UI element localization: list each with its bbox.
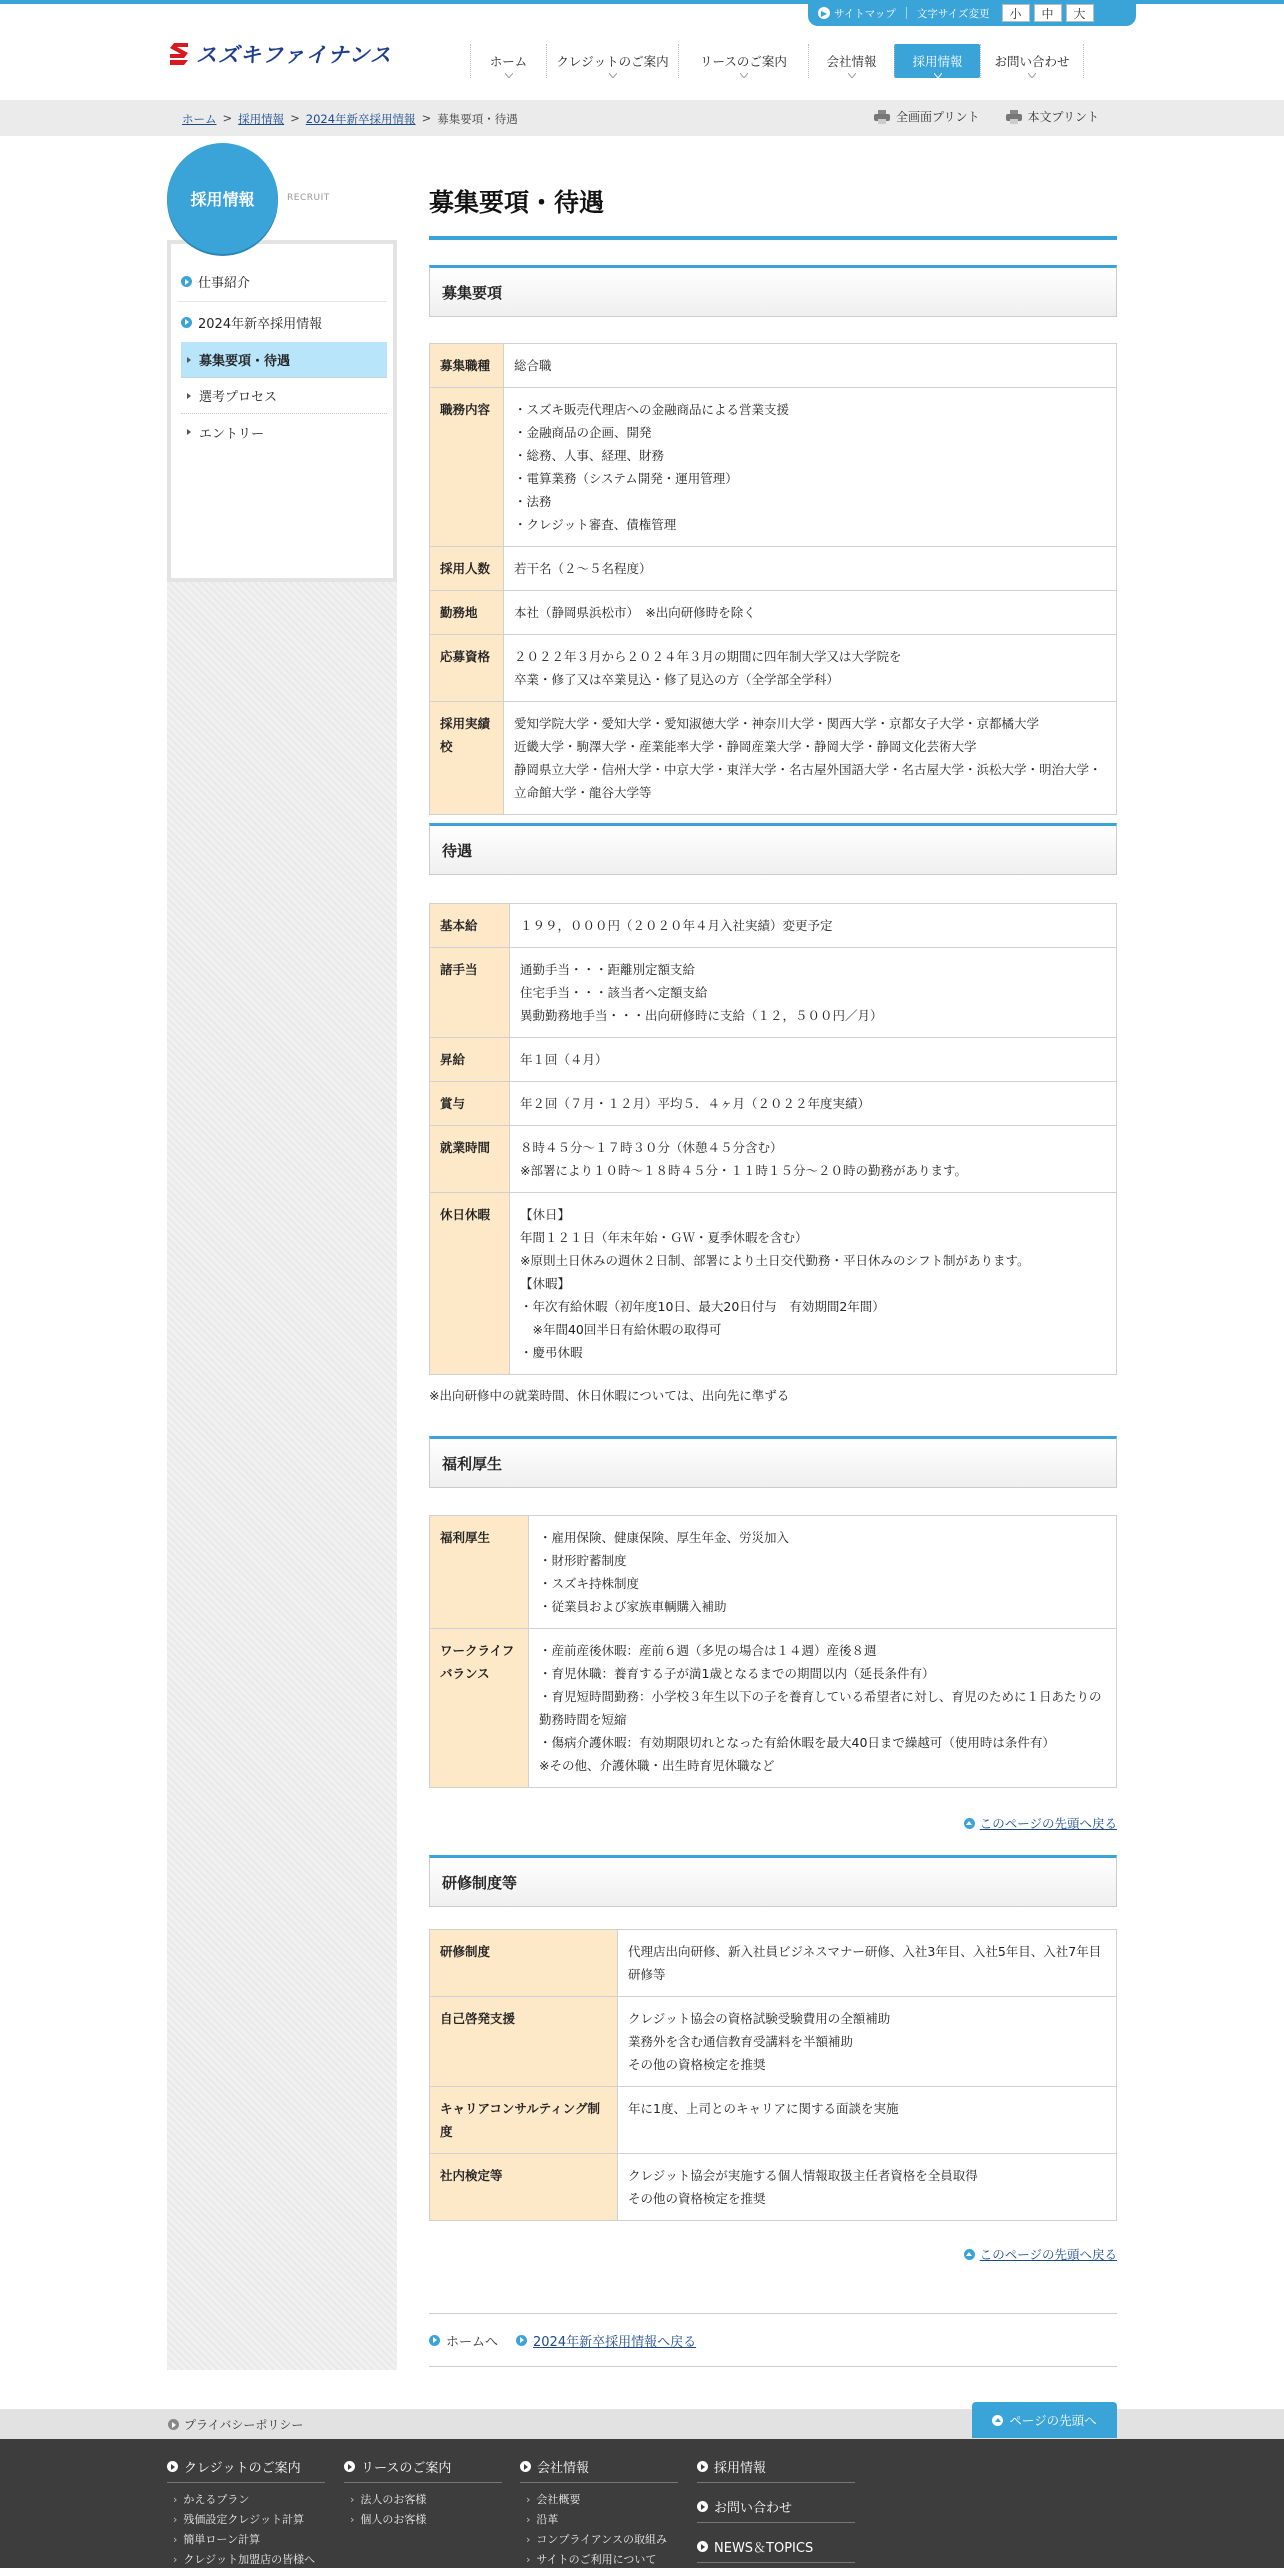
breadcrumb-separator: > — [290, 111, 300, 125]
bottom-nav — [429, 2313, 1117, 2367]
value-line: ・金融商品の企画、開発 — [514, 425, 652, 440]
row-header: 福利厚生 — [430, 1516, 529, 1629]
value-line: クレジット協会の資格試験受験費用の全額補助 — [628, 2011, 891, 2026]
value-line: ８時４５分～１７時３０分（休憩４５分含む） — [520, 1140, 783, 1155]
footer-col-company — [520, 2457, 678, 2568]
breadcrumb-recruit[interactable]: 採用情報 — [238, 112, 285, 126]
divider — [906, 7, 907, 19]
nav-contact[interactable]: お問い合わせ — [980, 44, 1084, 78]
footer-news-link[interactable]: NEWS＆TOPICS — [697, 2537, 855, 2563]
breadcrumb-separator: > — [222, 111, 233, 125]
table-kenshu — [429, 1929, 1117, 2221]
triangle-right-icon — [187, 357, 191, 363]
table-row — [430, 904, 1117, 948]
value-line: ・クレジット審査、債権管理 — [514, 517, 677, 532]
row-header: 職務内容 — [430, 388, 504, 547]
footer-link[interactable]: › かえるプラン — [167, 2489, 325, 2509]
table-row — [430, 547, 1117, 591]
sidebar-title: 採用情報 — [167, 143, 278, 254]
row-value — [510, 948, 1117, 1038]
arrow-up-icon — [964, 2249, 975, 2260]
arrow-right-icon — [168, 2419, 179, 2430]
value-line: 通勤手当・・・距離別定額支給 — [520, 962, 696, 977]
footer-link[interactable]: › サイトのご利用について — [520, 2549, 678, 2568]
value-line: ・スズキ販売代理店への金融商品による営業支援 — [514, 402, 790, 417]
footer-link[interactable]: › 簡単ローン計算 — [167, 2529, 325, 2549]
footer — [0, 2439, 1284, 2568]
print-body-button[interactable]: 本文プリント — [1006, 108, 1100, 125]
arrow-right-icon — [181, 276, 192, 287]
value-line: ・慶弔休暇 — [520, 1345, 583, 1360]
table-row — [430, 2087, 1117, 2154]
page-top-button[interactable]: ページの先頭へ — [972, 2402, 1117, 2438]
section-title-fukuri: 福利厚生 — [429, 1436, 1117, 1488]
arrow-right-icon — [516, 2335, 527, 2346]
table-row — [430, 1629, 1117, 1788]
value-line: ・傷病介護休暇：有効期限切れとなった有給休暇を最大40日まで繰越可（使用時は条件有） — [539, 1735, 1055, 1750]
value-line: 愛知学院大学・愛知大学・愛知淑徳大学・神奈川大学・関西大学・京都女子大学・京都橘大学 — [514, 716, 1040, 731]
chevron-down-icon — [848, 73, 856, 78]
breadcrumb-separator: > — [421, 111, 432, 125]
value-line: 若干名（２～５名程度） — [514, 561, 652, 576]
row-value — [618, 2087, 1117, 2154]
arrow-right-icon — [697, 2461, 708, 2472]
row-value — [618, 2154, 1117, 2221]
value-line: ・法務 — [514, 494, 552, 509]
sidebar-background — [167, 457, 397, 2370]
sidebar-item-entry[interactable]: エントリー — [181, 414, 387, 450]
section-title-boshu: 募集要項 — [429, 265, 1117, 317]
arrow-up-icon — [964, 1818, 975, 1829]
value-line: ・雇用保険、健康保険、厚生年金、労災加入 — [539, 1530, 790, 1545]
value-line: 年１回（４月） — [520, 1052, 608, 1067]
nav-lease[interactable]: リースのご案内 — [678, 44, 808, 78]
table-taigu — [429, 903, 1117, 1375]
sidebar-title-en: RECRUIT — [287, 193, 330, 203]
value-line: 代理店出向研修、新入社員ビジネスマナー研修、入社3年目、入社5年目、入社7年目研修等 — [628, 1944, 1102, 1982]
row-header: 採用人数 — [430, 547, 504, 591]
footer-col-others — [697, 2457, 855, 2568]
footer-link[interactable]: › 沿革 — [520, 2509, 678, 2529]
value-line: 静岡県立大学・信州大学・中京大学・東洋大学・名古屋外国語大学・名古屋大学・浜松大学・明治大学・立命館大学・龍谷大学等 — [514, 762, 1102, 800]
footer-credit-title[interactable]: クレジットのご案内 — [167, 2457, 325, 2483]
row-header: 休日休暇 — [430, 1193, 510, 1375]
value-line: ・従業員および家族車輌購入補助 — [539, 1599, 727, 1614]
sidebar-item-job-intro[interactable]: 仕事紹介 — [177, 262, 387, 302]
row-value — [510, 1126, 1117, 1193]
row-header: キャリアコンサルティング制度 — [430, 2087, 618, 2154]
note-text: ※出向研修中の就業時間、休日休暇については、出向先に準ずる — [429, 1388, 790, 1403]
chevron-down-icon — [1028, 73, 1036, 78]
sidebar — [167, 143, 397, 2370]
font-size-large-button[interactable]: 大 — [1066, 4, 1094, 22]
arrow-right-icon — [520, 2461, 531, 2472]
value-line: 【休日】 — [520, 1207, 571, 1222]
footer-link[interactable]: › 会社概要 — [520, 2489, 678, 2509]
sidebar-item-requirements[interactable]: 募集要項・待遇 — [181, 342, 387, 378]
value-line: クレジット協会が実施する個人情報取扱主任者資格を全員取得 — [628, 2168, 978, 2183]
row-header: 賞与 — [430, 1082, 510, 1126]
font-size-small-button[interactable]: 小 — [1002, 4, 1030, 22]
value-line: ・育児短時間勤務：小学校３年生以下の子を養育している希望者に対し、育児のために１日あたりの勤務時間を短縮 — [539, 1689, 1102, 1727]
triangle-right-icon — [187, 393, 191, 399]
row-header: 諸手当 — [430, 948, 510, 1038]
value-line: 近畿大学・駒澤大学・産業能率大学・静岡産業大学・静岡大学・静岡文化芸術大学 — [514, 739, 977, 754]
utility-bar — [808, 0, 1136, 26]
row-value — [618, 1997, 1117, 2087]
font-size-label: 文字サイズ変更 — [916, 7, 990, 20]
chevron-down-icon — [740, 73, 748, 78]
row-header: 昇給 — [430, 1038, 510, 1082]
value-line: ・スズキ持株制度 — [539, 1576, 640, 1591]
arrow-right-icon — [429, 2335, 440, 2346]
value-line: ※年間40回半日有給休暇の取得可 — [520, 1322, 722, 1337]
row-value — [510, 1038, 1117, 1082]
value-line: その他の資格検定を推奨 — [628, 2057, 766, 2072]
arrow-up-icon — [992, 2415, 1003, 2426]
page-top-link[interactable]: このページの先頭へ戻る — [964, 2245, 1117, 2263]
table-row — [430, 388, 1117, 547]
value-line: 【休暇】 — [520, 1276, 571, 1291]
row-value — [510, 1193, 1117, 1375]
printer-icon — [874, 110, 890, 124]
footer-link[interactable]: › コンプライアンスの取組み — [520, 2529, 678, 2549]
arrow-right-icon — [697, 2501, 708, 2512]
footer-contact-link[interactable]: お問い合わせ — [697, 2497, 855, 2523]
print-buttons — [874, 108, 1099, 125]
table-row — [430, 2154, 1117, 2221]
footer-recruit-link[interactable]: 採用情報 — [697, 2457, 855, 2483]
row-header: 勤務地 — [430, 591, 504, 635]
table-row — [430, 1997, 1117, 2087]
row-value — [529, 1516, 1117, 1629]
table-row — [430, 344, 1117, 388]
value-line: 年間１２１日（年末年始・ＧＷ・夏季休暇を含む） — [520, 1230, 808, 1245]
sidebar-item-selection[interactable]: 選考プロセス — [181, 378, 387, 414]
value-line: 異動勤務地手当・・・出向研修時に支給（１２，５００円／月） — [520, 1008, 883, 1023]
table-row — [430, 1126, 1117, 1193]
table-row — [430, 1930, 1117, 1997]
value-line: 業務外を含む通信教育受講料を半額補助 — [628, 2034, 854, 2049]
row-value — [510, 1082, 1117, 1126]
title-rule — [429, 236, 1117, 240]
print-full-button[interactable]: 全画面プリント — [874, 108, 980, 125]
bottom-nav-home[interactable]: ホームへ — [429, 2331, 498, 2350]
value-line: 総合職 — [514, 358, 552, 373]
table-row — [430, 702, 1117, 815]
value-line: ※原則土日休みの週休２日制、部署により土日交代勤務・平日休みのシフト制があります。 — [520, 1253, 1030, 1268]
value-line: 年に1度、上司とのキャリアに関する面談を実施 — [628, 2101, 899, 2116]
row-value — [504, 635, 1117, 702]
row-value — [529, 1629, 1117, 1788]
row-header: 募集職種 — [430, 344, 504, 388]
row-value — [510, 904, 1117, 948]
row-header: 応募資格 — [430, 635, 504, 702]
chevron-down-icon — [609, 73, 617, 78]
footer-lease-title[interactable]: リースのご案内 — [344, 2457, 502, 2483]
value-line: 本社（静岡県浜松市） ※出向研修時を除く — [514, 605, 756, 620]
nav-credit[interactable]: クレジットのご案内 — [546, 44, 678, 78]
row-header: 基本給 — [430, 904, 510, 948]
nav-recruit[interactable]: 採用情報 — [894, 44, 980, 78]
font-size-buttons — [1002, 4, 1094, 22]
section-title-kenshu: 研修制度等 — [429, 1855, 1117, 1907]
page-top-link[interactable]: このページの先頭へ戻る — [964, 1814, 1117, 1832]
bottom-nav-newgrad[interactable]: 2024年新卒採用情報へ戻る — [516, 2331, 696, 2350]
row-value — [504, 702, 1117, 815]
value-line: ・財形貯蓄制度 — [539, 1553, 627, 1568]
value-line: １９９，０００円（２０２０年４月入社実績）変更予定 — [520, 918, 833, 933]
printer-icon — [1006, 110, 1022, 124]
row-value — [504, 344, 1117, 388]
row-header: 自己啓発支援 — [430, 1997, 618, 2087]
value-line: ２０２２年３月から２０２４年３月の期間に四年制大学又は大学院を — [514, 649, 902, 664]
table-boshu — [429, 343, 1117, 815]
sidebar-menu — [167, 240, 397, 582]
row-header: 社内検定等 — [430, 2154, 618, 2221]
arrow-right-icon — [697, 2541, 708, 2552]
row-value — [504, 547, 1117, 591]
triangle-right-icon — [187, 429, 191, 435]
footer-link[interactable]: › 残価設定クレジット計算 — [167, 2509, 325, 2529]
sidebar-submenu — [181, 342, 387, 450]
row-header: 研修制度 — [430, 1930, 618, 1997]
arrow-right-icon — [344, 2461, 355, 2472]
footer-col-lease — [344, 2457, 502, 2529]
chevron-down-icon — [934, 73, 942, 78]
table-row — [430, 635, 1117, 702]
footer-link[interactable]: › 法人のお客様 — [344, 2489, 502, 2509]
value-line: ・電算業務（システム開発・運用管理） — [514, 471, 738, 486]
breadcrumb-home[interactable]: ホーム — [182, 112, 217, 126]
value-line: ※部署により１０時～１８時４５分・１１時１５分～２０時の勤務があります。 — [520, 1163, 967, 1178]
value-line: 年２回（７月・１２月）平均５．４ヶ月（２０２２年度実績） — [520, 1096, 871, 1111]
row-header: 就業時間 — [430, 1126, 510, 1193]
breadcrumb-newgrad[interactable]: 2024年新卒採用情報 — [305, 112, 416, 126]
table-row — [430, 1038, 1117, 1082]
sitemap-link[interactable]: ▶ サイトマップ — [818, 6, 896, 21]
suzuki-s-logo-icon — [168, 41, 190, 67]
value-line: ・総務、人事、経理、財務 — [514, 448, 665, 463]
value-line: ※その他、介護休職・出生時育児休職など — [539, 1758, 775, 1773]
value-line: ・産前産後休暇：産前６週（多児の場合は１４週）産後８週 — [539, 1643, 877, 1658]
breadcrumb-current: 募集要項・待遇 — [437, 112, 518, 126]
value-line: ・年次有給休暇（初年度10日、最大20日付与 有効期間2年間） — [520, 1299, 885, 1314]
font-size-medium-button[interactable]: 中 — [1034, 4, 1062, 22]
value-line: その他の資格検定を推奨 — [628, 2191, 766, 2206]
table-fukuri — [429, 1515, 1117, 1788]
arrow-right-icon: ▶ — [818, 7, 830, 19]
footer-link[interactable]: › 個人のお客様 — [344, 2509, 502, 2529]
sidebar-item-newgrad[interactable]: 2024年新卒採用情報 — [177, 302, 387, 342]
section-title-taigu: 待遇 — [429, 823, 1117, 875]
site-logo[interactable]: スズキファイナンス — [168, 40, 426, 68]
row-header: 採用実績校 — [430, 702, 504, 815]
global-nav — [470, 44, 1084, 78]
footer-col-credit — [167, 2457, 325, 2568]
table-row — [430, 591, 1117, 635]
row-value — [504, 388, 1117, 547]
chevron-down-icon — [505, 73, 513, 78]
footer-link[interactable]: › クレジット加盟店の皆様へ — [167, 2549, 325, 2568]
nav-company[interactable]: 会社情報 — [808, 44, 894, 78]
value-line: 住宅手当・・・該当者へ定額支給 — [520, 985, 708, 1000]
value-line: 卒業・修了又は卒業見込・修了見込の方（全学部全学科） — [514, 672, 840, 687]
page-title: 募集要項・待遇 — [429, 188, 605, 217]
breadcrumb — [182, 111, 518, 127]
table-row — [430, 1082, 1117, 1126]
row-header: ワークライフバランス — [430, 1629, 529, 1788]
table-row — [430, 1193, 1117, 1375]
row-value — [618, 1930, 1117, 1997]
row-value — [504, 591, 1117, 635]
nav-home[interactable]: ホーム — [470, 44, 546, 78]
arrow-right-icon — [181, 317, 192, 328]
footer-company-title[interactable]: 会社情報 — [520, 2457, 678, 2483]
table-row — [430, 1516, 1117, 1629]
arrow-right-icon — [167, 2461, 178, 2472]
privacy-link[interactable]: プライバシーポリシー — [168, 2416, 303, 2433]
table-row — [430, 948, 1117, 1038]
value-line: ・育児休職：養育する子が満1歳となるまでの期間以内（延長条件有） — [539, 1666, 935, 1681]
